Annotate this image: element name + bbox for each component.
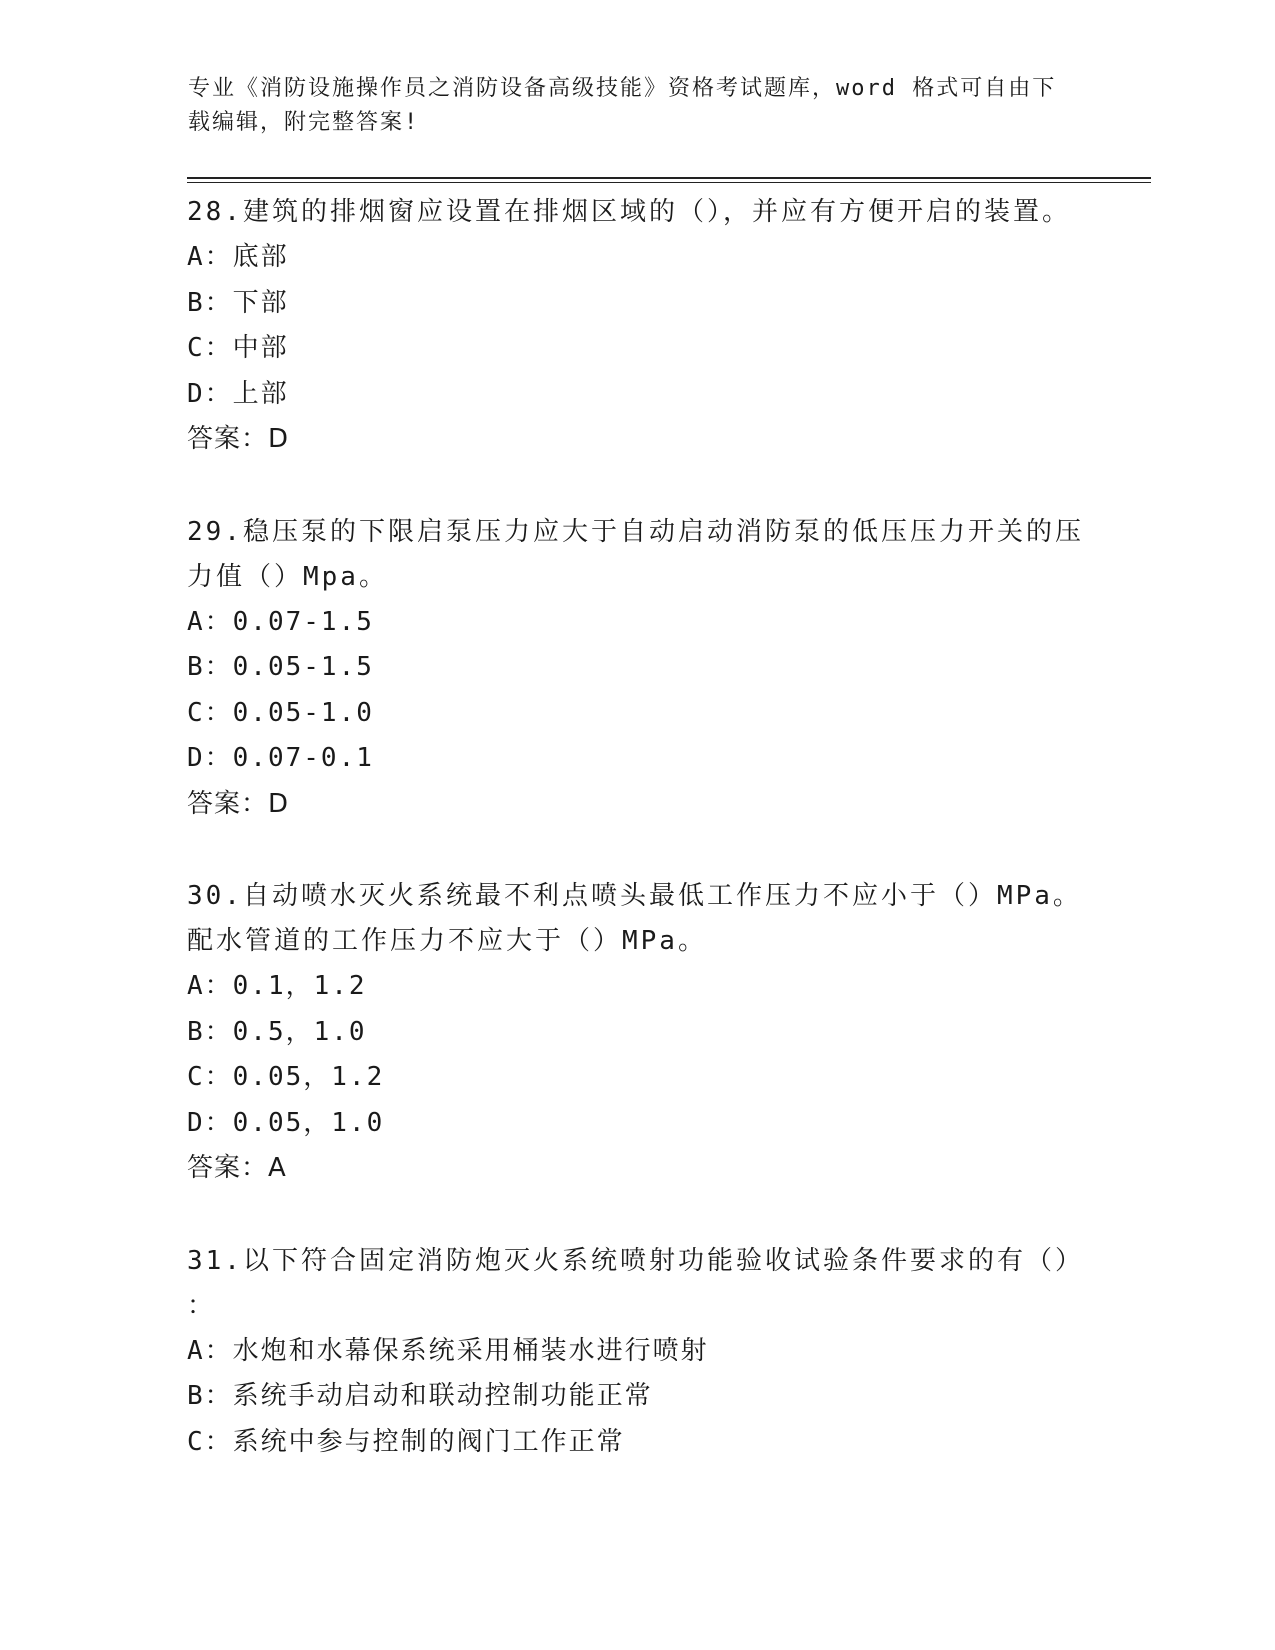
option-a: A：水炮和水幕保系统采用桶装水进行喷射 xyxy=(187,1335,709,1366)
question-stem-line-1: 31.以下符合固定消防炮灭火系统喷射功能验收试验条件要求的有（） xyxy=(187,1245,1084,1276)
header-line-1: 专业《消防设施操作员之消防设备高级技能》资格考试题库，word 格式可自由下 xyxy=(188,76,1057,101)
option-c: C：系统中参与控制的阀门工作正常 xyxy=(187,1426,625,1457)
question-spacer xyxy=(187,463,1087,510)
header-divider-thin xyxy=(187,182,1151,183)
question-stem: 28.建筑的排烟窗应设置在排烟区域的（），并应有方便开启的装置。 xyxy=(187,197,1071,227)
option-a: A：0.07-1.5 xyxy=(187,606,374,637)
option-c: C：中部 xyxy=(187,333,289,363)
option-d: D：0.07-0.1 xyxy=(187,743,374,773)
question-spacer xyxy=(187,827,1087,874)
question-stem-line-1: 29.稳压泵的下限启泵压力应大于自动启动消防泵的低压压力开关的压 xyxy=(187,516,1084,547)
header-divider-thick xyxy=(187,177,1151,179)
option-a: A：底部 xyxy=(187,242,289,272)
question-stem-line-2: 配水管道的工作压力不应大于（）MPa。 xyxy=(187,926,707,956)
question-stem-line-2: ： xyxy=(187,1290,217,1321)
answer-line: 答案：A xyxy=(187,1153,287,1183)
option-b: B：系统手动启动和联动控制功能正常 xyxy=(187,1381,653,1411)
question-28 xyxy=(187,190,1087,463)
header-line-2: 载编辑，附完整答案! xyxy=(188,110,420,135)
option-d: D：0.05，1.0 xyxy=(187,1107,385,1138)
question-31 xyxy=(187,1239,1087,1466)
option-c: C：0.05，1.2 xyxy=(187,1062,385,1092)
question-30 xyxy=(187,874,1087,1192)
option-b: B：0.05-1.5 xyxy=(187,652,374,682)
option-a: A：0.1，1.2 xyxy=(187,971,367,1001)
document-header xyxy=(188,72,1088,140)
option-b: B：下部 xyxy=(187,287,289,318)
option-d: D：上部 xyxy=(187,378,289,409)
answer-line: 答案：D xyxy=(187,788,290,819)
option-b: B：0.5，1.0 xyxy=(187,1016,367,1047)
answer-line: 答案：D xyxy=(187,424,290,454)
question-list xyxy=(187,190,1087,1465)
question-29 xyxy=(187,510,1087,828)
option-c: C：0.05-1.0 xyxy=(187,697,374,728)
question-stem-line-2: 力值（）Mpa。 xyxy=(187,561,388,592)
question-spacer xyxy=(187,1192,1087,1239)
question-stem-line-1: 30.自动喷水灭火系统最不利点喷头最低工作压力不应小于（）MPa。 xyxy=(187,881,1082,911)
